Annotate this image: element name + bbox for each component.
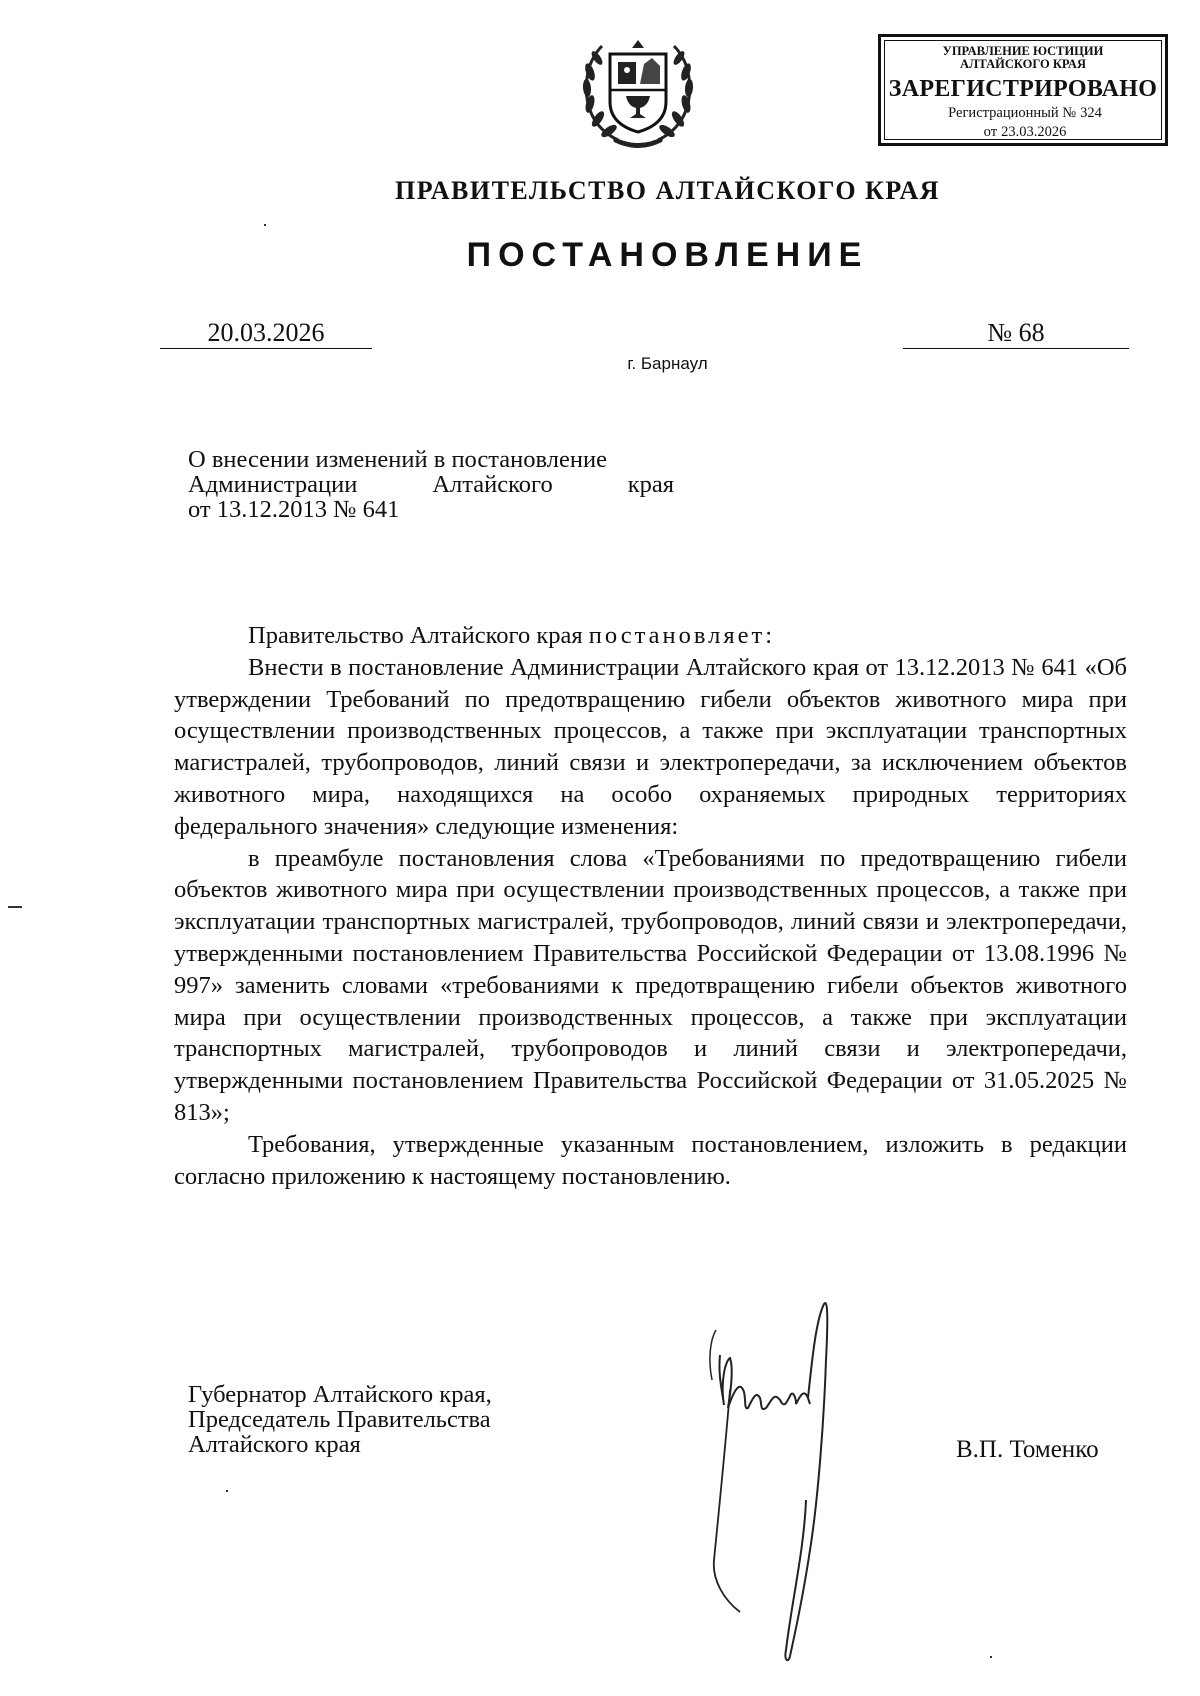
signatory-title-line3: Алтайского края: [188, 1431, 361, 1458]
body-paragraph-3: Требования, утвержденные указанным постановлением, изложить в редакции согласно приложению к настоящему постановлению.: [174, 1130, 1127, 1190]
stamp-reg-number: 324: [1080, 105, 1102, 121]
intro-verb: постановляет: [588, 622, 766, 649]
subject-line3: от 13.12.2013 № 641: [188, 496, 400, 523]
scan-speck: [264, 224, 266, 226]
signatory-title-line1: Губернатор Алтайского края,: [188, 1381, 492, 1408]
scan-speck: [226, 1490, 228, 1492]
government-name: ПРАВИТЕЛЬСТВО АЛТАЙСКОГО КРАЯ: [394, 176, 941, 205]
intro-suffix: :: [765, 622, 772, 649]
scan-speck: [990, 1656, 992, 1658]
handwritten-signature: [700, 1300, 880, 1670]
stamp-date: 23.03.2026: [1001, 124, 1067, 140]
document-number: № 68: [903, 318, 1129, 349]
stamp-date-label: от: [983, 124, 998, 140]
body-paragraph-1: Внести в постановление Администрации Алтайского края от 13.12.2013 № 641 «Об утверждении Требований по предотвращению гибели объектов животного мира при осуществлении производственных процессов, а также при эксплуатации транспортных магистралей, трубопроводов, линий связи и электропередачи, за исключением объектов животного мира, находящихся на особо охраняемых природных территориях федерального значения» следующие изменения:: [174, 653, 1127, 840]
stamp-org-line2: АЛТАЙСКОГО КРАЯ: [960, 57, 1086, 71]
scan-mark: [8, 906, 22, 908]
stamp-reg-label: Регистрационный №: [948, 105, 1077, 121]
stamp-status: ЗАРЕГИСТРИРОВАНО: [888, 76, 1158, 102]
document-type-title: ПОСТАНОВЛЕНИЕ: [466, 236, 869, 274]
coat-of-arms-emblem: [578, 32, 698, 150]
intro-prefix: Правительство Алтайского края: [248, 622, 589, 649]
document-city: г. Барнаул: [627, 354, 708, 373]
registration-stamp: [878, 34, 1168, 146]
subject-line2: Администрации Алтайского края: [188, 471, 674, 498]
document-body: [174, 620, 1127, 1192]
document-date: 20.03.2026: [160, 318, 372, 349]
stamp-date-line: [881, 124, 1165, 141]
stamp-org-line1: УПРАВЛЕНИЕ ЮСТИЦИИ: [942, 44, 1104, 58]
subject-line1: О внесении изменений в постановление: [188, 446, 607, 473]
signatory-name: В.П. Томенко: [956, 1436, 1099, 1463]
stamp-registration-line: [881, 105, 1165, 122]
signatory-title: [188, 1382, 608, 1457]
body-paragraph-2: в преамбуле постановления слова «Требованиями по предотвращению гибели объектов животного мира при осуществлении производственных процессов, а также при эксплуатации транспортных магистралей, трубопроводов, линий связи и электропередачи, утвержденными постановлением Правительства Российской Федерации от 13.08.1996 № 997» заменить словами «требованиями к предотвращению гибели объектов животного мира при осуществлении производственных процессов, а также при эксплуатации транспортных магистралей, трубопроводов и линий связи и электропередачи, утвержденными постановлением Правительства Российской Федерации от 31.05.2025 № 813»;: [174, 844, 1127, 1126]
document-subject: [188, 447, 674, 522]
intro-paragraph: [174, 620, 1127, 652]
signatory-title-line2: Председатель Правительства: [188, 1406, 491, 1433]
